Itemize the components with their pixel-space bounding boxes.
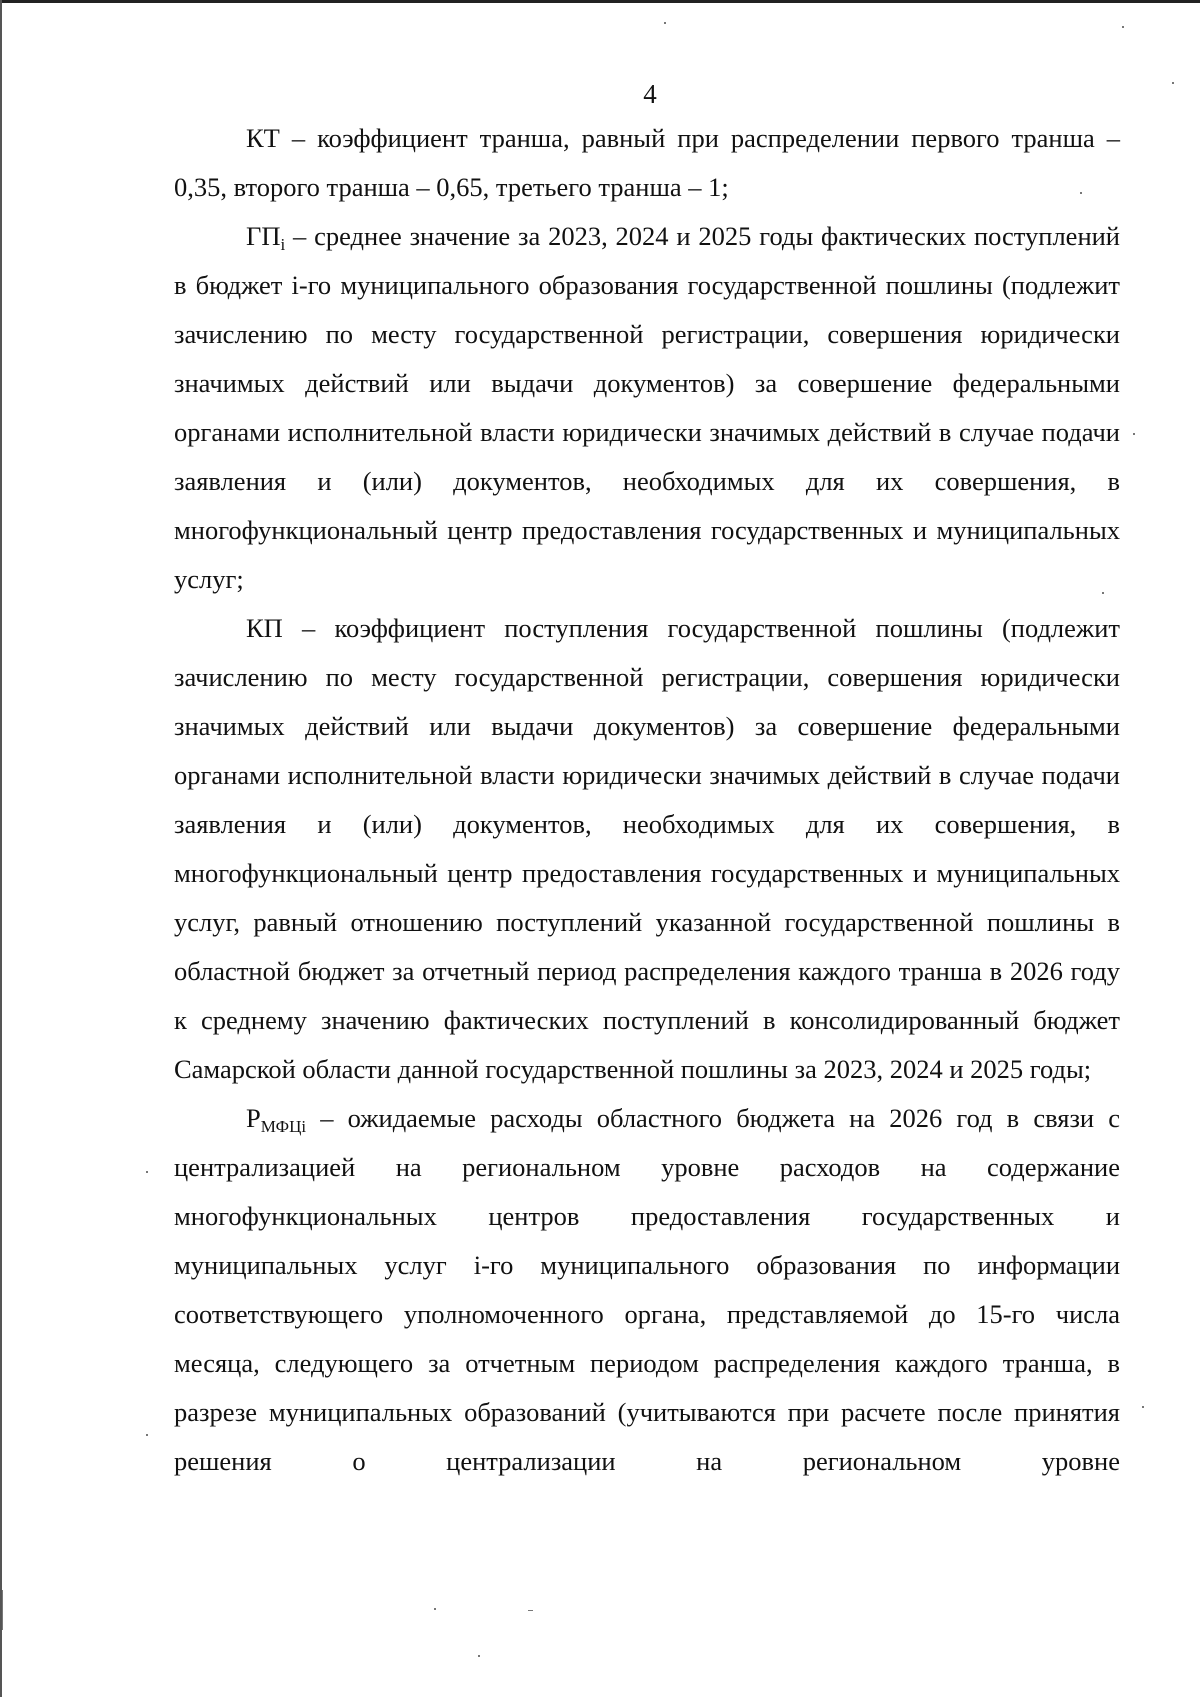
scan-speck [1142,1406,1144,1408]
top-border-line [0,0,1200,3]
paragraph-kp [174,604,1120,1094]
symbol-gp [246,221,286,254]
symbol-rmfc-base: Р [246,1103,261,1133]
symbol-gp-subscript: i [280,235,286,254]
symbol-gp-base: ГП [246,221,281,251]
scan-speck [146,1171,148,1173]
symbol-rmfc [246,1103,307,1136]
paragraph-text: – коэффициент транша, равный при распределении первого транша – 0,35, второго транша – 0,65, третьего транша – 1; [174,123,1120,202]
scan-speck [478,1655,480,1657]
symbol-rmfc-subscript: МФЦi [260,1117,307,1136]
left-page-edge [0,0,2,1697]
scan-speck [146,1434,148,1436]
scan-speck [1133,433,1135,435]
symbol-kt: КТ [246,123,280,153]
paragraph-text: – коэффициент поступления государственной пошлины (подлежит зачислению по месту государственной регистрации, совершения юридически значимых действий или выдачи документов) за совершение федеральными органами исполнительной власти юридически значимых действий в случае подачи заявления и (или) документов, необходимых для их совершения, в многофункциональный центр предоставления государственных и муниципальных услуг, равный отношению поступлений указанной государственной пошлины в областной бюджет за отчетный период распределения каждого транша в 2026 году к среднему значению фактических поступлений в консолидированный бюджет Самарской области данной государственной пошлины за 2023, 2024 и 2025 годы; [174,613,1120,1084]
page-number: 4 [643,79,657,109]
paragraph-kt [174,114,1120,212]
paragraph-text: – среднее значение за 2023, 2024 и 2025 годы фактических поступлений в бюджет i-го муниципального образования государственной пошлины (подлежит зачислению по месту государственной регистрации, совершения юридически значимых действий или выдачи документов) за совершение федеральными органами исполнительной власти юридически значимых действий в случае подачи заявления и (или) документов, необходимых для их совершения, в многофункциональный центр предоставления государственных и муниципальных услуг; [174,221,1120,594]
scan-speck [2,1590,3,1630]
document-body [174,114,1120,1486]
scan-speck [664,22,666,24]
scan-speck [434,1608,436,1610]
paragraph-rmfc [174,1094,1120,1486]
symbol-kp: КП [246,613,283,643]
paragraph-text: – ожидаемые расходы областного бюджета на 2026 год в связи с централизацией на региональном уровне расходов на содержание многофункциональных центров предоставления государственных и муниципальных услуг i-го муниципального образования по информации соответствующего уполномоченного органа, представляемой до 15-го числа месяца, следующего за отчетным периодом распределения каждого транша, в разрезе муниципальных образований (учитываются при расчете после принятия решения о централизации на региональном уровне [174,1103,1120,1476]
scan-speck [528,1610,533,1611]
scan-speck [1122,26,1124,28]
paragraph-gp [174,212,1120,604]
